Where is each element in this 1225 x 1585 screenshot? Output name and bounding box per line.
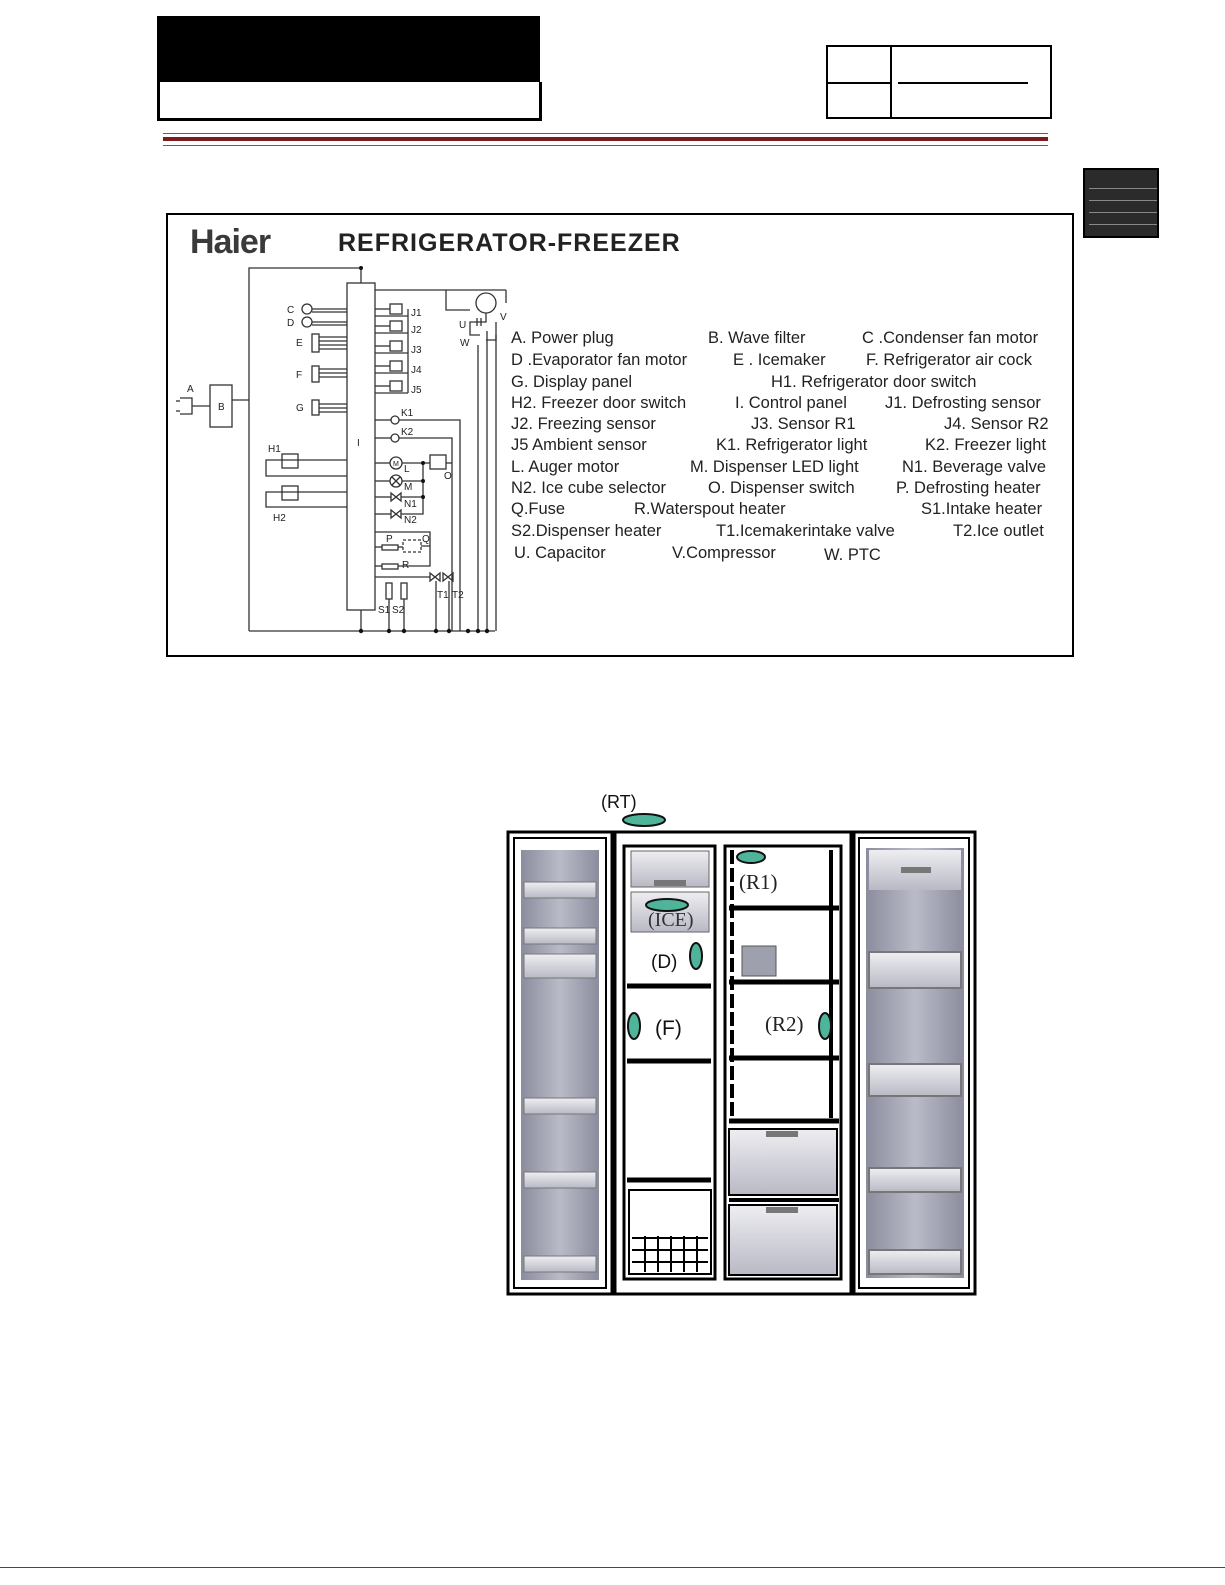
legend-item: O. Dispenser switch	[708, 479, 855, 497]
footer-rule	[0, 1567, 1225, 1568]
label-C: C	[287, 305, 295, 316]
label-P: P	[386, 534, 393, 545]
legend-item: W. PTC	[824, 546, 881, 564]
label-E: E	[296, 338, 303, 349]
label-J5: J5	[411, 385, 422, 396]
diagram-title: REFRIGERATOR-FREEZER	[338, 229, 681, 257]
label-O: O	[444, 471, 452, 482]
legend-item: J3. Sensor R1	[751, 415, 856, 433]
legend-item: H2. Freezer door switch	[511, 394, 687, 412]
brand-logo: Haier	[190, 223, 271, 261]
legend-item: S2.Dispenser heater	[511, 522, 662, 540]
label-N1: N1	[404, 499, 417, 510]
label-S2: S2	[392, 605, 405, 616]
freezer-door	[508, 832, 612, 1294]
label-D: D	[287, 318, 295, 329]
label-J1: J1	[411, 308, 422, 319]
legend-item: F. Refrigerator air cock	[866, 351, 1032, 369]
legend-item: P. Defrosting heater	[896, 479, 1041, 497]
legend-item: G. Display panel	[511, 373, 633, 391]
label-B: B	[218, 402, 225, 413]
legend-item: Q.Fuse	[511, 500, 566, 518]
sensor-r2-label: (R2)	[765, 1012, 804, 1036]
label-G: G	[296, 403, 304, 414]
legend-item: C .Condenser fan motor	[862, 329, 1039, 347]
sensor-d-label: (D)	[651, 952, 678, 973]
sensor-rt-marker	[623, 814, 665, 826]
legend-item: U. Capacitor	[514, 544, 606, 562]
label-I: I	[357, 438, 360, 449]
legend-item: R.Waterspout heater	[634, 500, 786, 518]
label-J4: J4	[411, 365, 422, 376]
sensor-rt-label: (RT)	[601, 792, 637, 812]
legend-item: L. Auger motor	[511, 458, 620, 476]
legend-item: D .Evaporator fan motor	[511, 351, 688, 369]
sensor-r1-label: (R1)	[739, 870, 778, 894]
label-V: V	[500, 312, 507, 323]
label-W: W	[460, 338, 470, 349]
legend-item: M. Dispenser LED light	[690, 458, 859, 476]
label-F: F	[296, 370, 303, 381]
legend-item: B. Wave filter	[708, 329, 806, 347]
label-motor-symbol: M	[393, 461, 399, 468]
label-U: U	[459, 320, 467, 331]
label-M: M	[404, 482, 413, 493]
label-L: L	[404, 464, 410, 475]
legend-item: H1. Refrigerator door switch	[771, 373, 977, 391]
label-T2: T2	[452, 590, 464, 601]
label-H1: H1	[268, 444, 281, 455]
legend-item: T2.Ice outlet	[953, 522, 1044, 540]
legend-item: J2. Freezing sensor	[511, 415, 656, 433]
label-K1: K1	[401, 408, 414, 419]
label-S1: S1	[378, 605, 391, 616]
label-Q: Q	[422, 534, 430, 545]
legend-item: E . Icemaker	[733, 351, 826, 369]
label-H2: H2	[273, 513, 286, 524]
sensor-r1-marker	[737, 851, 765, 863]
sensor-f-marker	[628, 1013, 640, 1039]
refrigerator-door	[854, 832, 975, 1294]
legend-item: K2. Freezer light	[925, 436, 1047, 454]
legend-item: S1.Intake heater	[921, 500, 1043, 518]
label-A: A	[187, 384, 194, 395]
label-K2: K2	[401, 427, 414, 438]
label-R: R	[402, 560, 410, 571]
legend-item: T1.Icemakerintake valve	[716, 522, 895, 540]
legend-item: K1. Refrigerator light	[716, 436, 868, 454]
sensor-r2-marker	[819, 1013, 831, 1039]
legend-item: V.Compressor	[672, 544, 776, 562]
legend-item: A. Power plug	[511, 329, 614, 347]
legend-item: N1. Beverage valve	[902, 458, 1046, 476]
legend-item: I. Control panel	[735, 394, 847, 412]
legend-item: J5 Ambient sensor	[511, 436, 647, 454]
legend-item: J1. Defrosting sensor	[885, 394, 1041, 412]
label-J3: J3	[411, 345, 422, 356]
sensor-ice-label: (ICE)	[648, 909, 694, 931]
label-J2: J2	[411, 325, 422, 336]
sensor-f-label: (F)	[655, 1017, 682, 1040]
legend-item: J4. Sensor R2	[944, 415, 1049, 433]
sensor-d-marker	[690, 943, 702, 969]
label-T1: T1	[437, 590, 449, 601]
legend-item: N2. Ice cube selector	[511, 479, 666, 497]
label-N2: N2	[404, 515, 417, 526]
